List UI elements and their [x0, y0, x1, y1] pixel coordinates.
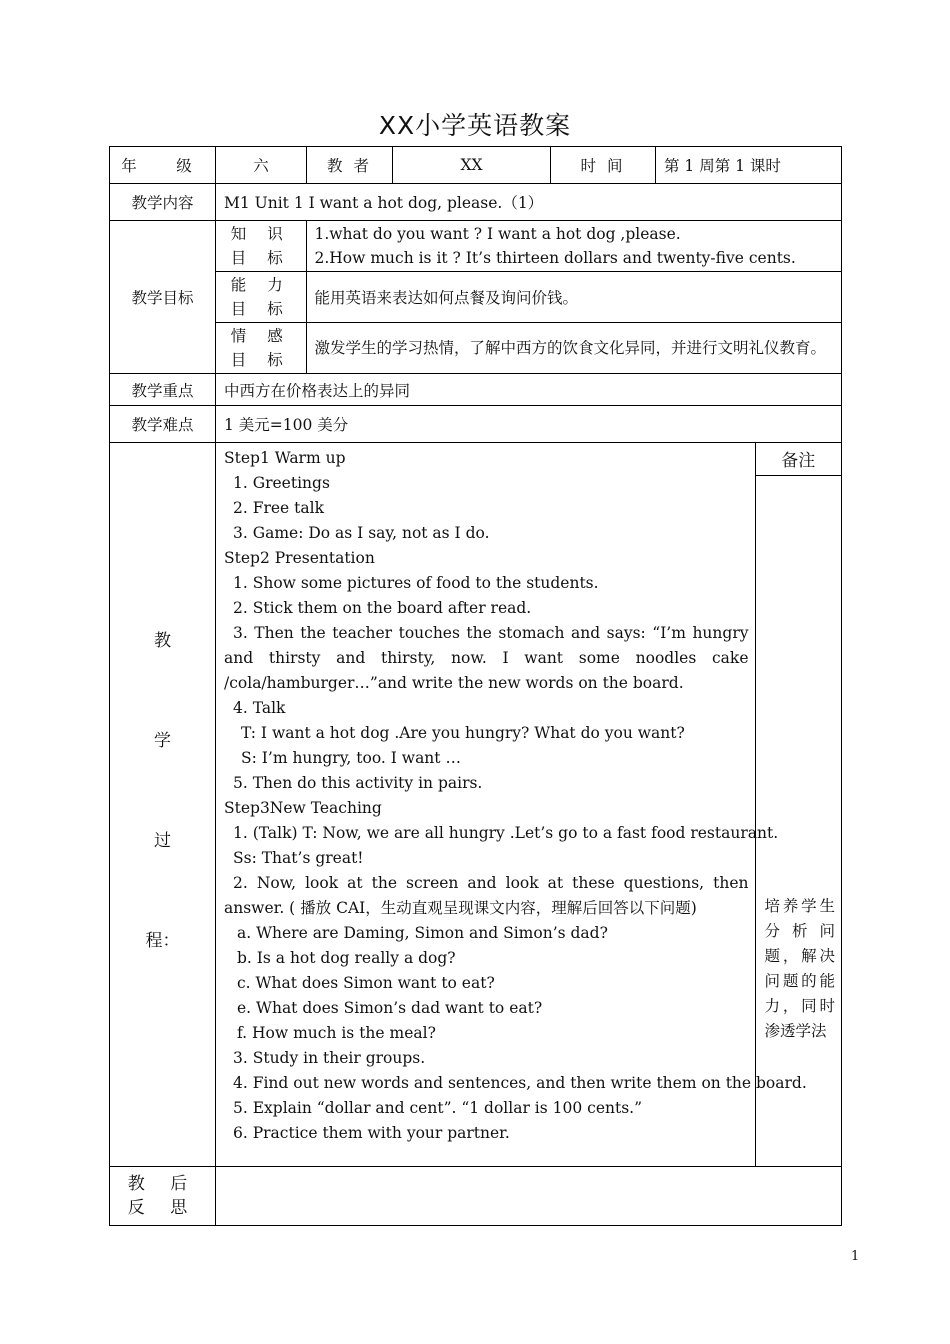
key-point-row — [110, 374, 842, 406]
difficulty-value: 1 美元=100 美分 — [216, 406, 842, 443]
emotion-label — [216, 322, 306, 373]
process-label-char-2: 学 — [154, 731, 171, 751]
process-line: 3. Study in their groups. — [233, 1049, 426, 1067]
process-line: 5. Explain “dollar and cent”. “1 dollar is 100 cents.” — [233, 1099, 643, 1117]
process-line: 4. Find out new words and sentences, and then write them on the board. — [233, 1074, 807, 1092]
difficulty-row — [110, 406, 842, 443]
process-line: 4. Talk — [233, 699, 286, 717]
process-line: Step2 Presentation — [224, 549, 375, 567]
process-subtable — [216, 443, 841, 1166]
process-line: c. What does Simon want to eat? — [237, 974, 495, 992]
process-line: Ss: That’s great! — [233, 849, 364, 867]
content-label: 教学内容 — [110, 184, 216, 221]
ability-text: 能用英语来表达如何点餐及询问价钱。 — [306, 271, 841, 322]
process-line: T: I want a hot dog .Are you hungry? What do you want? — [241, 724, 685, 742]
process-line: S: I’m hungry, too. I want … — [241, 749, 461, 767]
reflection-value — [216, 1167, 842, 1226]
content-row — [110, 184, 842, 221]
emotion-label-line-1: 情 感 — [230, 326, 291, 345]
process-label — [110, 443, 216, 1167]
page-title: XX小学英语教案 — [378, 111, 572, 140]
emotion-label-line-2: 目 标 — [230, 350, 291, 369]
process-label-char-3: 过 — [154, 831, 171, 851]
process-line: 5. Then do this activity in pairs. — [233, 774, 483, 792]
content-value: M1 Unit 1 I want a hot dog, please.（1） — [216, 184, 842, 221]
process-line: 1. (Talk) T: Now, we are all hungry .Let’s go to a fast food restaurant. — [233, 824, 779, 842]
notes-text: 培养学生分析问题，解决问题的能力，同时渗透学法 — [764, 896, 835, 1040]
process-line: b. Is a hot dog really a dog? — [237, 949, 456, 967]
key-point-value: 中西方在价格表达上的异同 — [216, 374, 842, 406]
reflection-row — [110, 1167, 842, 1226]
objectives-label: 教学目标 — [110, 221, 216, 374]
reflection-label-line-2: 反 思 — [127, 1198, 198, 1218]
ability-label — [216, 271, 306, 322]
process-line: Step3New Teaching — [224, 799, 382, 817]
header-row — [110, 147, 842, 184]
emotion-text: 激发学生的学习热情，了解中西方的饮食文化异同，并进行文明礼仪教育。 — [314, 338, 827, 357]
notes-header: 备注 — [755, 443, 841, 475]
process-line: 3. Game: Do as I say, not as I do. — [233, 524, 490, 542]
page-number: 1 — [851, 1249, 860, 1264]
teacher-value: XX — [393, 147, 551, 184]
process-line: 1. Greetings — [233, 474, 330, 492]
reflection-label — [110, 1167, 216, 1226]
ability-label-line-1: 能 力 — [230, 275, 291, 294]
objectives-subtable — [216, 221, 841, 373]
key-point-label: 教学重点 — [110, 374, 216, 406]
process-line: 2. Now, look at the screen and look at these questions, then answer. ( 播放 CAI，生动直观呈现课文内容，理解后回答以下问题) — [224, 874, 749, 917]
lesson-plan-table — [109, 146, 842, 1226]
process-line: 2. Free talk — [233, 499, 324, 517]
objectives-row — [110, 221, 842, 374]
knowledge-line-2: 2.How much is it ? It’s thirteen dollars and twenty-five cents. — [314, 248, 796, 267]
teacher-label: 教 者 — [307, 147, 393, 184]
time-value: 第 1 周第 1 课时 — [656, 147, 842, 184]
process-line: 2. Stick them on the board after read. — [233, 599, 532, 617]
time-label: 时 间 — [551, 147, 656, 184]
grade-value: 六 — [216, 147, 307, 184]
grade-label: 年 级 — [110, 147, 216, 184]
ability-label-line-2: 目 标 — [230, 299, 291, 318]
process-label-char-4: 程： — [145, 931, 180, 951]
knowledge-line-1: 1.what do you want ? I want a hot dog ,please. — [314, 224, 681, 243]
knowledge-label-line-2: 目 标 — [230, 248, 291, 267]
process-line: e. What does Simon’s dad want to eat? — [237, 999, 543, 1017]
process-line: f. How much is the meal? — [237, 1024, 436, 1042]
process-row — [110, 443, 842, 1167]
process-line: 3. Then the teacher touches the stomach and says: “I’m hungry and thirsty and thirsty, now. I want some noodles cake /cola/hamburger…”and write the new words on the board. — [224, 624, 749, 692]
process-label-char-1: 教 — [154, 631, 171, 651]
process-line: a. Where are Daming, Simon and Simon’s dad? — [237, 924, 608, 942]
difficulty-label: 教学难点 — [110, 406, 216, 443]
reflection-label-line-1: 教 后 — [127, 1174, 198, 1194]
knowledge-label — [216, 221, 306, 271]
process-line: 6. Practice them with your partner. — [233, 1124, 510, 1142]
knowledge-label-line-1: 知 识 — [230, 224, 291, 243]
process-line: Step1 Warm up — [224, 449, 346, 467]
process-line: 1. Show some pictures of food to the students. — [233, 574, 599, 592]
knowledge-text — [306, 221, 841, 271]
